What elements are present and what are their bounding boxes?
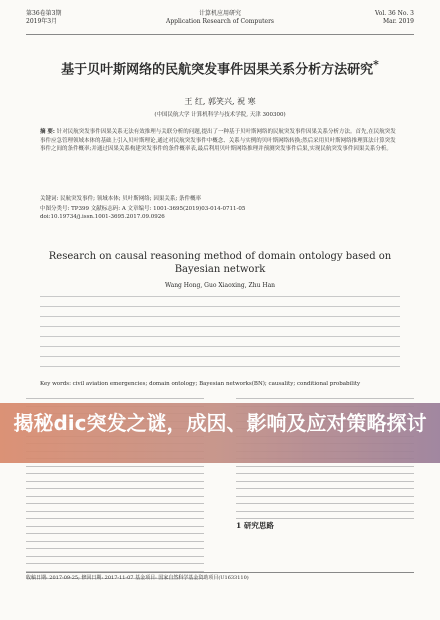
footnote: 收稿日期: 2017-09-25; 修回日期: 2017-11-07 基金项目: 国家自然科学基金资助项目(U1633110)	[26, 572, 414, 582]
header-issue: 第36卷第3期 2019年3月	[26, 10, 62, 25]
text-line	[40, 366, 400, 367]
title-footnote-mark: *	[373, 58, 379, 71]
header-journal-name: 计算机应用研究 Application Research of Computers	[165, 10, 275, 25]
text-line	[40, 296, 400, 297]
journal-header	[26, 10, 414, 35]
paper-title	[26, 56, 414, 79]
text-line	[40, 356, 400, 357]
english-authors: Wang Hong, Guo Xiaoxing, Zhu Han	[164, 282, 276, 289]
headline-banner	[0, 403, 440, 463]
classification-line: 中图分类号: TP399 文献标志码: A 文章编号: 1001-3695(2019)03-014-0711-05	[40, 206, 246, 212]
abstract-text: 针对民航突发事件因果关系无法有效推理与关联分析的问题,提出了一种基于贝叶斯网络的民航突发事件因果关系分析方法。首先,在民航突发事件应急管理领域本体的基础上引入贝叶斯理论,通过对民航突发事件中概念、关系与实例的贝叶斯网络转换;然后采用贝叶斯网络推理算法计算突发事件之间的条件概率;并通过因果关系构建突发事件的条件概率表,最后利用贝叶斯网络推理并预测突发事件后果,实现民航突发事件因果关系分析。	[40, 129, 396, 152]
text-line	[40, 336, 400, 337]
text-line	[40, 326, 400, 327]
text-line	[40, 306, 400, 307]
keywords-en: Key words: civil aviation emergencies; domain ontology; Bayesian networks(BN); causality; conditional probability	[40, 381, 361, 387]
header-volume: Vol. 36 No. 3 Mar. 2019	[374, 10, 414, 25]
banner-text: 揭秘dic突发之谜，成因、影响及应对策略探讨	[13, 411, 427, 435]
paper-title-text: 基于贝叶斯网络的民航突发事件因果关系分析方法研究	[61, 62, 374, 78]
english-title: Research on causal reasoning method of domain ontology based on Bayesian network	[48, 251, 392, 275]
doi: doi:10.19734/j.issn.1001-3695.2017.09.0926	[40, 214, 165, 220]
abstract-label: 摘 要:	[40, 129, 55, 135]
keywords-cn: 关键词: 民航突发事件; 领域本体; 贝叶斯网络; 因果关系; 条件概率	[40, 196, 202, 202]
text-line	[40, 316, 400, 317]
abstract	[40, 128, 400, 154]
authors: 王 红, 郭笑兴, 祝 寒	[184, 97, 256, 106]
section-heading: 1 研究思路	[236, 521, 274, 530]
affiliation: (中国民航大学 计算机科学与技术学院, 天津 300300)	[154, 112, 286, 118]
text-line	[40, 346, 400, 347]
